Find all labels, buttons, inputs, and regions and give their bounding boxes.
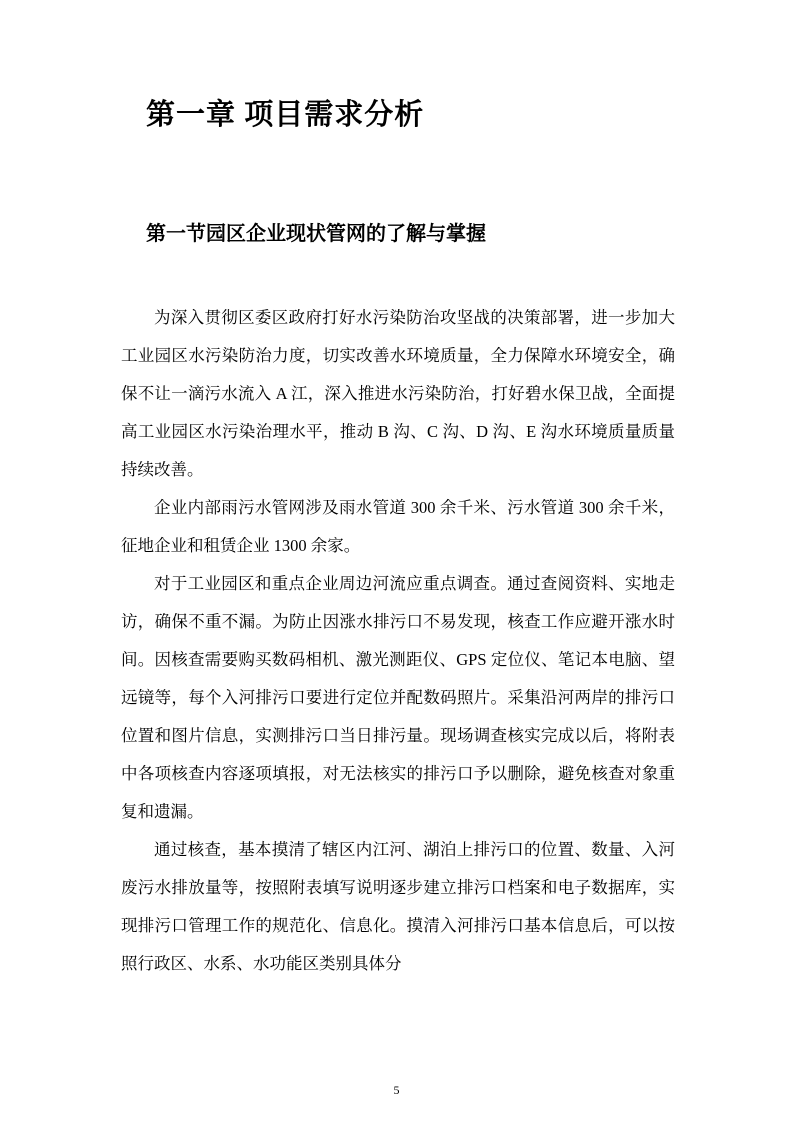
body-text (121, 299, 675, 983)
paragraph-2: 企业内部雨污水管网涉及雨水管道 300 余千米、污水管道 300 余千米，征地企业和租赁企业 1300 余家。 (121, 498, 675, 555)
section-title: 第一节园区企业现状管网的了解与掌握 (146, 223, 486, 245)
paragraph-1: 为深入贯彻区委区政府打好水污染防治攻坚战的决策部署，进一步加大工业园区水污染防治力度，切实改善水环境质量，全力保障水环境安全，确保不让一滴污水流入 A 江，深入推进水污染防治，打好碧水保卫战，全面提高工业园区水污染治理水平，推动 B 沟、C 沟、D 沟、E 沟水环境质量质量持续改善。 (121, 308, 675, 479)
paragraph-3: 对于工业园区和重点企业周边河流应重点调查。通过查阅资料、实地走访，确保不重不漏。为防止因涨水排污口不易发现，核查工作应避开涨水时间。因核查需要购买数码相机、激光测距仪、GPS 定位仪、笔记本电脑、望远镜等，每个入河排污口要进行定位并配数码照片。采集沿河两岸的排污口位置和图片信息，实测排污口当日排污量。现场调查核实完成以后，将附表中各项核查内容逐项填报，对无法核实的排污口予以删除，避免核查对象重复和遗漏。 (121, 574, 675, 821)
page-number: 5 (393, 1083, 400, 1097)
chapter-title: 第一章 项目需求分析 (146, 99, 425, 131)
paragraph-4: 通过核查，基本摸清了辖区内江河、湖泊上排污口的位置、数量、入河废污水排放量等，按照附表填写说明逐步建立排污口档案和电子数据库，实现排污口管理工作的规范化、信息化。摸清入河排污口基本信息后，可以按照行政区、水系、水功能区类别具体分 (121, 840, 675, 973)
